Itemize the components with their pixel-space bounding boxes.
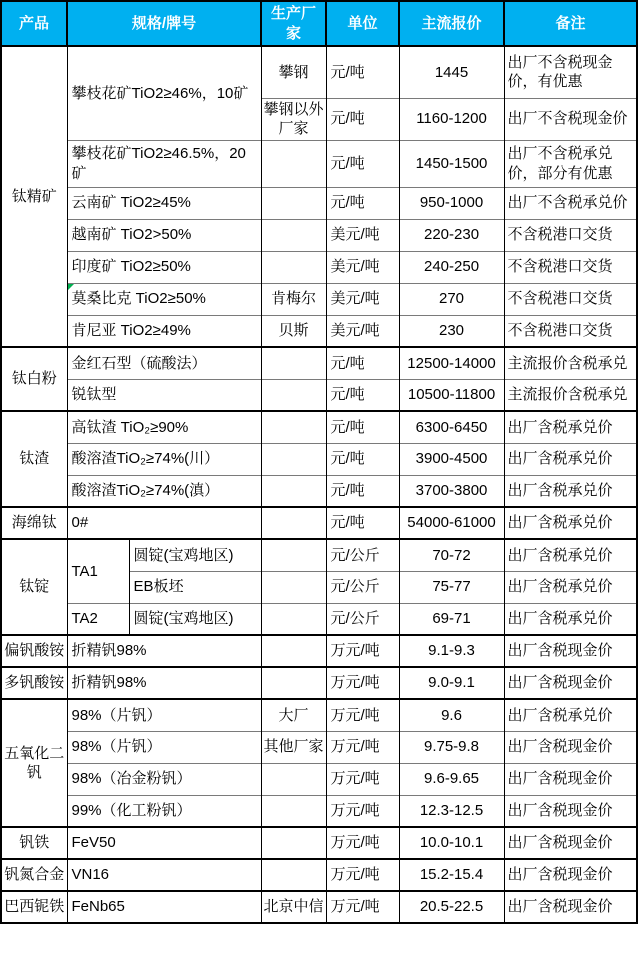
manufacturer-cell xyxy=(261,507,326,539)
table-row xyxy=(1,731,637,763)
note-cell: 出厂含税现金价 xyxy=(504,635,637,667)
spec-cell: 越南矿 TiO2>50% xyxy=(67,219,261,251)
note-cell: 出厂含税现金价 xyxy=(504,891,637,923)
price-cell: 15.2-15.4 xyxy=(399,859,504,891)
note-cell: 出厂不含税现金价 xyxy=(504,98,637,140)
unit-cell: 美元/吨 xyxy=(326,283,399,315)
spec-shape-cell: 圆锭(宝鸡地区) xyxy=(129,603,261,635)
spec-cell: 锐钛型 xyxy=(67,379,261,411)
unit-cell: 万元/吨 xyxy=(326,763,399,795)
spec-shape-cell: 圆锭(宝鸡地区) xyxy=(129,539,261,571)
note-cell: 出厂含税现金价 xyxy=(504,795,637,827)
spec-cell: 折精钒98% xyxy=(67,635,261,667)
price-cell: 240-250 xyxy=(399,251,504,283)
note-cell: 主流报价含税承兑 xyxy=(504,347,637,379)
unit-cell: 万元/吨 xyxy=(326,795,399,827)
price-cell: 20.5-22.5 xyxy=(399,891,504,923)
manufacturer-cell xyxy=(261,603,326,635)
spec-cell: FeNb65 xyxy=(67,891,261,923)
note-cell: 出厂含税承兑价 xyxy=(504,443,637,475)
manufacturer-cell xyxy=(261,763,326,795)
spec-cell: 折精钒98% xyxy=(67,667,261,699)
price-cell: 12.3-12.5 xyxy=(399,795,504,827)
spec-cell: 攀枝花矿TiO2≥46%，10矿 xyxy=(67,46,261,140)
note-cell: 不含税港口交货 xyxy=(504,283,637,315)
note-cell: 出厂含税现金价 xyxy=(504,859,637,891)
price-cell: 270 xyxy=(399,283,504,315)
price-cell: 220-230 xyxy=(399,219,504,251)
note-cell: 出厂不含税现金价，有优惠 xyxy=(504,46,637,98)
product-group-cell: 海绵钛 xyxy=(1,507,67,539)
note-cell: 不含税港口交货 xyxy=(504,315,637,347)
header-row xyxy=(1,1,637,46)
manufacturer-cell xyxy=(261,219,326,251)
spec-cell: 98%（冶金粉钒） xyxy=(67,763,261,795)
spec-cell: 印度矿 TiO2≥50% xyxy=(67,251,261,283)
manufacturer-cell xyxy=(261,795,326,827)
price-cell: 10.0-10.1 xyxy=(399,827,504,859)
spec-text: 莫桑比克 TiO2≥50% xyxy=(71,290,206,308)
spec-cell: 云南矿 TiO2≥45% xyxy=(67,187,261,219)
price-cell: 9.6-9.65 xyxy=(399,763,504,795)
manufacturer-cell: 攀钢 xyxy=(261,46,326,98)
table-row xyxy=(1,827,637,859)
note-cell: 出厂含税承兑价 xyxy=(504,411,637,443)
product-group-cell: 钒铁 xyxy=(1,827,67,859)
table-row xyxy=(1,443,637,475)
manufacturer-cell: 攀钢以外厂家 xyxy=(261,98,326,140)
note-cell: 出厂含税承兑价 xyxy=(504,571,637,603)
note-cell: 不含税港口交货 xyxy=(504,251,637,283)
table-row xyxy=(1,795,637,827)
price-cell: 10500-11800 xyxy=(399,379,504,411)
col-header-spec: 规格/牌号 xyxy=(67,1,261,46)
table-row xyxy=(1,140,637,187)
manufacturer-cell xyxy=(261,475,326,507)
table-row xyxy=(1,219,637,251)
table-row xyxy=(1,379,637,411)
manufacturer-cell xyxy=(261,443,326,475)
spec-cell: 高钛渣 TiO₂≥90% xyxy=(67,411,261,443)
manufacturer-cell xyxy=(261,667,326,699)
note-cell: 出厂含税现金价 xyxy=(504,827,637,859)
product-group-cell: 钒氮合金 xyxy=(1,859,67,891)
unit-cell: 元/吨 xyxy=(326,140,399,187)
price-cell: 950-1000 xyxy=(399,187,504,219)
col-header-price: 主流报价 xyxy=(399,1,504,46)
table-row xyxy=(1,187,637,219)
price-cell: 6300-6450 xyxy=(399,411,504,443)
spec-cell: 98%（片钒） xyxy=(67,699,261,731)
table-row xyxy=(1,859,637,891)
spec-cell: 金红石型（硫酸法） xyxy=(67,347,261,379)
manufacturer-cell: 贝斯 xyxy=(261,315,326,347)
cell-comment-triangle-icon xyxy=(68,284,74,290)
spec-cell: 98%（片钒） xyxy=(67,731,261,763)
unit-cell: 万元/吨 xyxy=(326,859,399,891)
price-cell: 69-71 xyxy=(399,603,504,635)
unit-cell: 元/吨 xyxy=(326,347,399,379)
table-row xyxy=(1,283,637,315)
unit-cell: 万元/吨 xyxy=(326,699,399,731)
manufacturer-cell xyxy=(261,187,326,219)
spec-grade-cell: TA1 xyxy=(67,539,129,603)
table-row xyxy=(1,635,637,667)
spec-cell: 肯尼亚 TiO2≥49% xyxy=(67,315,261,347)
note-cell: 主流报价含税承兑 xyxy=(504,379,637,411)
price-cell: 1160-1200 xyxy=(399,98,504,140)
unit-cell: 元/吨 xyxy=(326,46,399,98)
note-cell: 出厂含税承兑价 xyxy=(504,475,637,507)
spec-cell xyxy=(67,283,261,315)
manufacturer-cell xyxy=(261,859,326,891)
table-row xyxy=(1,475,637,507)
price-cell: 9.6 xyxy=(399,699,504,731)
spec-cell: VN16 xyxy=(67,859,261,891)
table-row xyxy=(1,763,637,795)
note-cell: 不含税港口交货 xyxy=(504,219,637,251)
manufacturer-cell xyxy=(261,539,326,571)
manufacturer-cell xyxy=(261,411,326,443)
note-cell: 出厂不含税承兑价 xyxy=(504,187,637,219)
note-cell: 出厂不含税承兑价，部分有优惠 xyxy=(504,140,637,187)
unit-cell: 元/吨 xyxy=(326,379,399,411)
product-group-cell: 钛精矿 xyxy=(1,46,67,347)
unit-cell: 元/吨 xyxy=(326,411,399,443)
product-group-cell: 钛白粉 xyxy=(1,347,67,411)
product-group-cell: 巴西铌铁 xyxy=(1,891,67,923)
table-row xyxy=(1,539,637,571)
manufacturer-cell: 大厂 xyxy=(261,699,326,731)
unit-cell: 万元/吨 xyxy=(326,667,399,699)
unit-cell: 万元/吨 xyxy=(326,827,399,859)
manufacturer-cell: 北京中信 xyxy=(261,891,326,923)
spec-cell: 99%（化工粉钒） xyxy=(67,795,261,827)
price-cell: 54000-61000 xyxy=(399,507,504,539)
spec-cell: 酸溶渣TiO₂≥74%(滇） xyxy=(67,475,261,507)
unit-cell: 万元/吨 xyxy=(326,731,399,763)
price-cell: 9.1-9.3 xyxy=(399,635,504,667)
spec-cell: FeV50 xyxy=(67,827,261,859)
note-cell: 出厂含税现金价 xyxy=(504,763,637,795)
table-row xyxy=(1,411,637,443)
table-row xyxy=(1,667,637,699)
spec-shape-cell: EB板坯 xyxy=(129,571,261,603)
note-cell: 出厂含税现金价 xyxy=(504,731,637,763)
spec-grade-cell: TA2 xyxy=(67,603,129,635)
table-row xyxy=(1,603,637,635)
manufacturer-cell xyxy=(261,251,326,283)
manufacturer-cell xyxy=(261,827,326,859)
manufacturer-cell xyxy=(261,140,326,187)
table-row xyxy=(1,891,637,923)
product-group-cell: 钛渣 xyxy=(1,411,67,507)
table-row xyxy=(1,46,637,98)
table-row xyxy=(1,251,637,283)
spec-cell: 攀枝花矿TiO2≥46.5%，20矿 xyxy=(67,140,261,187)
spec-cell: 0# xyxy=(67,507,261,539)
col-header-note: 备注 xyxy=(504,1,637,46)
price-cell: 1445 xyxy=(399,46,504,98)
unit-cell: 元/公斤 xyxy=(326,603,399,635)
unit-cell: 美元/吨 xyxy=(326,251,399,283)
unit-cell: 万元/吨 xyxy=(326,635,399,667)
manufacturer-cell xyxy=(261,635,326,667)
manufacturer-cell xyxy=(261,571,326,603)
unit-cell: 元/吨 xyxy=(326,443,399,475)
product-group-cell: 五氧化二钒 xyxy=(1,699,67,827)
table-row xyxy=(1,699,637,731)
product-group-cell: 多钒酸铵 xyxy=(1,667,67,699)
price-cell: 3700-3800 xyxy=(399,475,504,507)
spec-cell: 酸溶渣TiO₂≥74%(川） xyxy=(67,443,261,475)
unit-cell: 万元/吨 xyxy=(326,891,399,923)
col-header-unit: 单位 xyxy=(326,1,399,46)
note-cell: 出厂含税承兑价 xyxy=(504,507,637,539)
manufacturer-cell xyxy=(261,379,326,411)
table-row xyxy=(1,315,637,347)
product-group-cell: 偏钒酸铵 xyxy=(1,635,67,667)
note-cell: 出厂含税承兑价 xyxy=(504,603,637,635)
unit-cell: 美元/吨 xyxy=(326,219,399,251)
table-row xyxy=(1,507,637,539)
price-cell: 3900-4500 xyxy=(399,443,504,475)
table-row xyxy=(1,347,637,379)
price-cell: 9.75-9.8 xyxy=(399,731,504,763)
col-header-manufacturer: 生产厂家 xyxy=(261,1,326,46)
unit-cell: 元/公斤 xyxy=(326,571,399,603)
note-cell: 出厂含税承兑价 xyxy=(504,699,637,731)
unit-cell: 美元/吨 xyxy=(326,315,399,347)
price-cell: 1450-1500 xyxy=(399,140,504,187)
price-cell: 9.0-9.1 xyxy=(399,667,504,699)
product-group-cell: 钛锭 xyxy=(1,539,67,635)
price-cell: 230 xyxy=(399,315,504,347)
col-header-product: 产品 xyxy=(1,1,67,46)
price-cell: 70-72 xyxy=(399,539,504,571)
unit-cell: 元/吨 xyxy=(326,507,399,539)
unit-cell: 元/吨 xyxy=(326,187,399,219)
price-cell: 75-77 xyxy=(399,571,504,603)
price-cell: 12500-14000 xyxy=(399,347,504,379)
note-cell: 出厂含税承兑价 xyxy=(504,539,637,571)
manufacturer-cell xyxy=(261,347,326,379)
note-cell: 出厂含税现金价 xyxy=(504,667,637,699)
manufacturer-cell: 肯梅尔 xyxy=(261,283,326,315)
unit-cell: 元/吨 xyxy=(326,475,399,507)
manufacturer-cell: 其他厂家 xyxy=(261,731,326,763)
unit-cell: 元/吨 xyxy=(326,98,399,140)
unit-cell: 元/公斤 xyxy=(326,539,399,571)
